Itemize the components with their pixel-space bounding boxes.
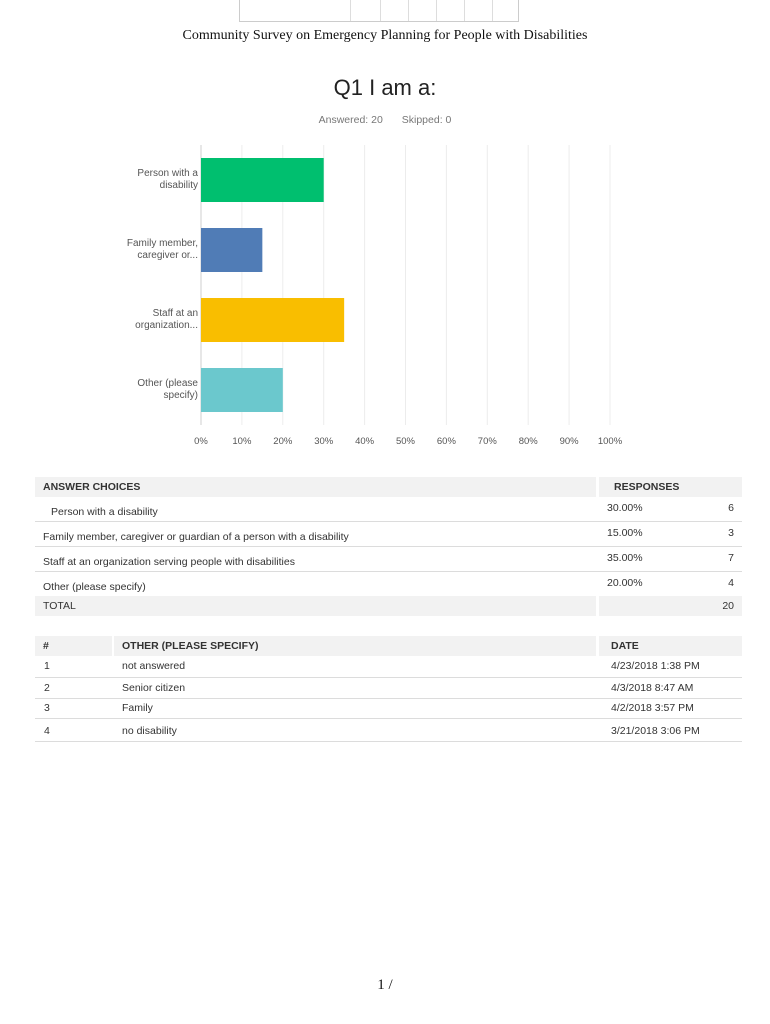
chart-category-label <box>135 308 198 331</box>
total-row-label-cell <box>35 596 596 616</box>
chart-category-label <box>127 238 198 261</box>
row-divider <box>35 718 742 719</box>
chart-x-tick-label: 50% <box>395 436 416 447</box>
row-divider <box>35 698 742 699</box>
chart-category-label-line: Other (please <box>137 378 198 389</box>
choice-label: Family member, caregiver or guardian of a person with a disability <box>43 531 349 543</box>
chart-x-tick-label: 80% <box>518 436 538 447</box>
choice-percent: 20.00% <box>607 577 643 589</box>
choice-label: Other (please specify) <box>43 581 146 593</box>
chart-category-label <box>137 378 198 401</box>
other-row-num: 1 <box>44 660 50 672</box>
answer-choices-header: ANSWER CHOICES <box>43 481 141 493</box>
chart-bar <box>201 368 283 412</box>
num-header: # <box>43 640 49 652</box>
chart-bar <box>201 158 324 202</box>
answer-choices-header-cell <box>35 477 596 497</box>
other-row-date: 4/2/2018 3:57 PM <box>611 702 694 714</box>
choice-label: Person with a disability <box>51 506 158 518</box>
choice-count: 7 <box>728 552 734 564</box>
other-row-text: no disability <box>122 725 177 737</box>
document-header: Community Survey on Emergency Planning for People with Disabilities <box>182 28 588 43</box>
chart-x-tick-label: 0% <box>194 436 208 447</box>
num-header-cell <box>35 636 112 656</box>
date-header-cell <box>599 636 742 656</box>
page-number: 1 / <box>377 977 393 993</box>
choice-percent: 15.00% <box>607 527 643 539</box>
date-header: DATE <box>611 640 639 652</box>
chart-category-labels <box>127 168 199 401</box>
chart-x-tick-label: 70% <box>477 436 497 447</box>
total-value: 20 <box>722 600 734 612</box>
chart-category-label-line: Family member, <box>126 238 198 249</box>
chart-bars <box>201 158 344 412</box>
choice-count: 6 <box>728 502 734 514</box>
row-divider <box>35 546 742 547</box>
chart-x-tick-label: 40% <box>355 436 375 447</box>
response-bar-chart <box>0 140 770 460</box>
choice-count: 3 <box>728 527 734 539</box>
chart-category-label-line: disability <box>159 180 198 191</box>
other-row-text: Family <box>122 702 153 714</box>
chart-x-tick-label: 60% <box>436 436 456 447</box>
chart-category-label-line: organization... <box>135 320 198 331</box>
other-row-date: 4/3/2018 8:47 AM <box>611 682 694 694</box>
other-row-text: not answered <box>122 660 186 672</box>
other-row-num: 4 <box>44 725 50 737</box>
total-row-value-cell <box>599 596 742 616</box>
row-divider <box>35 571 742 572</box>
chart-category-label-line: caregiver or... <box>137 250 198 261</box>
responses-header: RESPONSES <box>614 481 680 493</box>
skipped-count: Skipped: 0 <box>401 114 452 126</box>
other-row-date: 3/21/2018 3:06 PM <box>611 725 700 737</box>
chart-category-label <box>137 168 198 191</box>
choice-label: Staff at an organization serving people with disabilities <box>43 556 295 568</box>
other-row-date: 4/23/2018 1:38 PM <box>611 660 700 672</box>
previous-chart-fragment <box>239 0 519 22</box>
other-row-num: 2 <box>44 682 50 694</box>
chart-x-tick-labels <box>194 436 623 447</box>
chart-x-tick-label: 20% <box>273 436 293 447</box>
answered-count: Answered: 20 <box>318 114 383 126</box>
chart-category-label-line: specify) <box>163 390 198 401</box>
total-label: TOTAL <box>43 600 76 612</box>
other-row-text: Senior citizen <box>122 682 186 694</box>
responses-header-cell <box>599 477 742 497</box>
question-stats <box>0 114 770 126</box>
other-header: OTHER (PLEASE SPECIFY) <box>122 640 259 652</box>
chart-x-tick-label: 10% <box>232 436 252 447</box>
row-divider <box>35 741 742 742</box>
other-header-cell <box>114 636 596 656</box>
question-title: Q1 I am a: <box>333 75 437 100</box>
chart-category-label-line: Staff at an <box>152 308 198 319</box>
other-row-num: 3 <box>44 702 50 714</box>
chart-x-tick-label: 30% <box>314 436 334 447</box>
choice-percent: 35.00% <box>607 552 643 564</box>
chart-category-label-line: Person with a <box>137 168 198 179</box>
chart-x-tick-label: 100% <box>597 436 623 447</box>
chart-bar <box>201 298 344 342</box>
choice-percent: 30.00% <box>607 502 643 514</box>
choice-count: 4 <box>728 577 734 589</box>
chart-x-tick-label: 90% <box>559 436 579 447</box>
row-divider <box>35 677 742 678</box>
chart-bar <box>201 228 262 272</box>
row-divider <box>35 521 742 522</box>
